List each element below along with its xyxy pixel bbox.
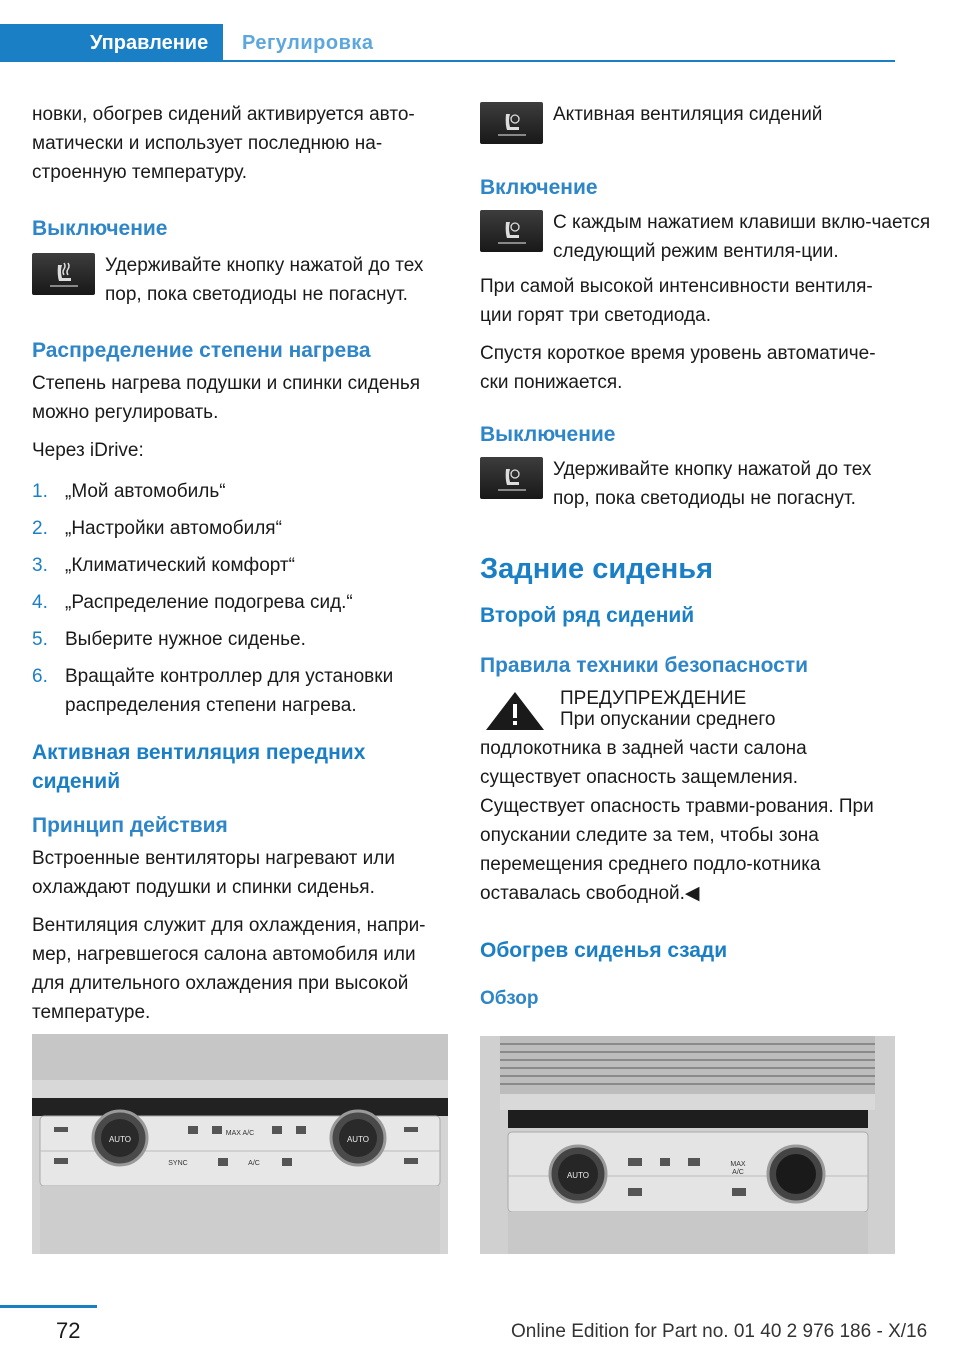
off-text: Удерживайте кнопку нажатой до тех пор, пока светодиоды не погаснут. <box>105 255 424 305</box>
distribution-heading: Распределение степени нагрева <box>32 339 371 362</box>
header-divider <box>223 60 895 62</box>
list-item: 1. „Мой автомобиль“ <box>32 481 226 502</box>
distribution-text: Степень нагрева подушки и спинки сиденья можно регулировать. <box>32 373 421 423</box>
rear-overview-heading: Обзор <box>480 988 539 1009</box>
intro-text: новки, обогрев сидений активируется авто-матически и использует последнюю на-строенную температуру. <box>32 104 415 183</box>
second-row-heading: Второй ряд сидений <box>480 604 695 627</box>
principle-text-1: Встроенные вентиляторы нагревают или охлаждают подушки и спинки сиденья. <box>32 848 395 898</box>
tab-upravlenie[interactable]: Управление <box>0 24 223 62</box>
vent-icon-row <box>480 100 896 144</box>
rear-max-label: MAX <box>730 1161 746 1168</box>
warning-title: ПРЕДУПРЕЖДЕНИЕ <box>560 688 747 709</box>
principle-text-2: Вентиляция служит для охлаждения, напри-мер, нагревшегося салона автомобиля или для длительного охлаждения при высокой температуре. <box>32 915 426 1023</box>
on-text-2: При самой высокой интенсивности вентиля-ции горят три светодиода. <box>480 276 873 326</box>
warning-block <box>480 684 896 908</box>
tab-regulirovka[interactable]: Регулировка <box>242 32 374 54</box>
front-climate-panel-photo <box>32 1034 448 1254</box>
warning-triangle-icon <box>480 688 550 734</box>
seat-heat-button-icon <box>32 253 95 295</box>
on-text-3: Спустя короткое время уровень автоматиче-ски понижается. <box>480 343 876 393</box>
front-auto-right-label: AUTO <box>346 1135 370 1144</box>
on-text: С каждым нажатием клавиши вклю-чается следующий режим вентиля-ции. <box>553 212 931 262</box>
vent-section-heading: Активная вентиляция передних сидений <box>32 741 366 793</box>
on-heading: Включение <box>480 176 598 199</box>
sync-label: SYNC <box>168 1160 188 1167</box>
list-item: 4. „Распределение подогрева сид.“ <box>32 592 353 613</box>
front-auto-left-label: AUTO <box>108 1135 132 1144</box>
rear-ac-label: A/C <box>732 1169 744 1176</box>
principle-heading: Принцип действия <box>32 814 228 837</box>
edition-text: Online Edition for Part no. 01 40 2 976 186 - X/16 <box>511 1321 928 1342</box>
ac-label: A/C <box>248 1160 260 1167</box>
seat-vent-button-icon <box>480 457 543 499</box>
seat-vent-button-icon <box>480 102 543 144</box>
safety-heading: Правила техники безопасности <box>480 654 809 677</box>
on-instruction <box>480 208 931 266</box>
rear-climate-panel-photo <box>480 1036 895 1254</box>
footer-divider <box>0 1305 97 1308</box>
list-item: 6. Вращайте контроллер для установки распределения степени нагрева. <box>32 666 394 716</box>
right-column <box>480 100 931 1013</box>
via-idrive: Через iDrive: <box>32 440 144 461</box>
rear-seats-heading: Задние сиденья <box>480 553 713 585</box>
right-off-heading: Выключение <box>480 423 616 446</box>
page-number: 72 <box>56 1318 81 1343</box>
right-off-instruction <box>480 455 896 513</box>
list-item: 3. „Климатический комфорт“ <box>32 555 295 576</box>
right-off-text: Удерживайте кнопку нажатой до тех пор, пока светодиоды не погаснут. <box>553 459 872 509</box>
list-item: 5. Выберите нужное сиденье. <box>32 629 306 650</box>
vent-icon-label: Активная вентиляция сидений <box>553 104 823 125</box>
rear-heat-heading: Обогрев сиденья сзади <box>480 939 728 962</box>
off-instruction <box>32 251 448 309</box>
max-ac-label: MAX A/C <box>225 1130 255 1137</box>
rear-auto-label: AUTO <box>566 1171 590 1180</box>
list-item: 2. „Настройки автомобиля“ <box>32 518 282 539</box>
idrive-steps <box>32 477 448 720</box>
seat-vent-button-icon <box>480 210 543 252</box>
left-column <box>32 100 448 1077</box>
page-header <box>0 0 960 64</box>
off-heading: Выключение <box>32 217 168 240</box>
warning-text: При опускании среднего подлокотника в задней части салона существует опасность защемления. Существует опасность травми-рования. При опускании следите за тем, чтобы зона перемещения среднего подло-котника оставалась свободной.◀ <box>480 709 874 904</box>
